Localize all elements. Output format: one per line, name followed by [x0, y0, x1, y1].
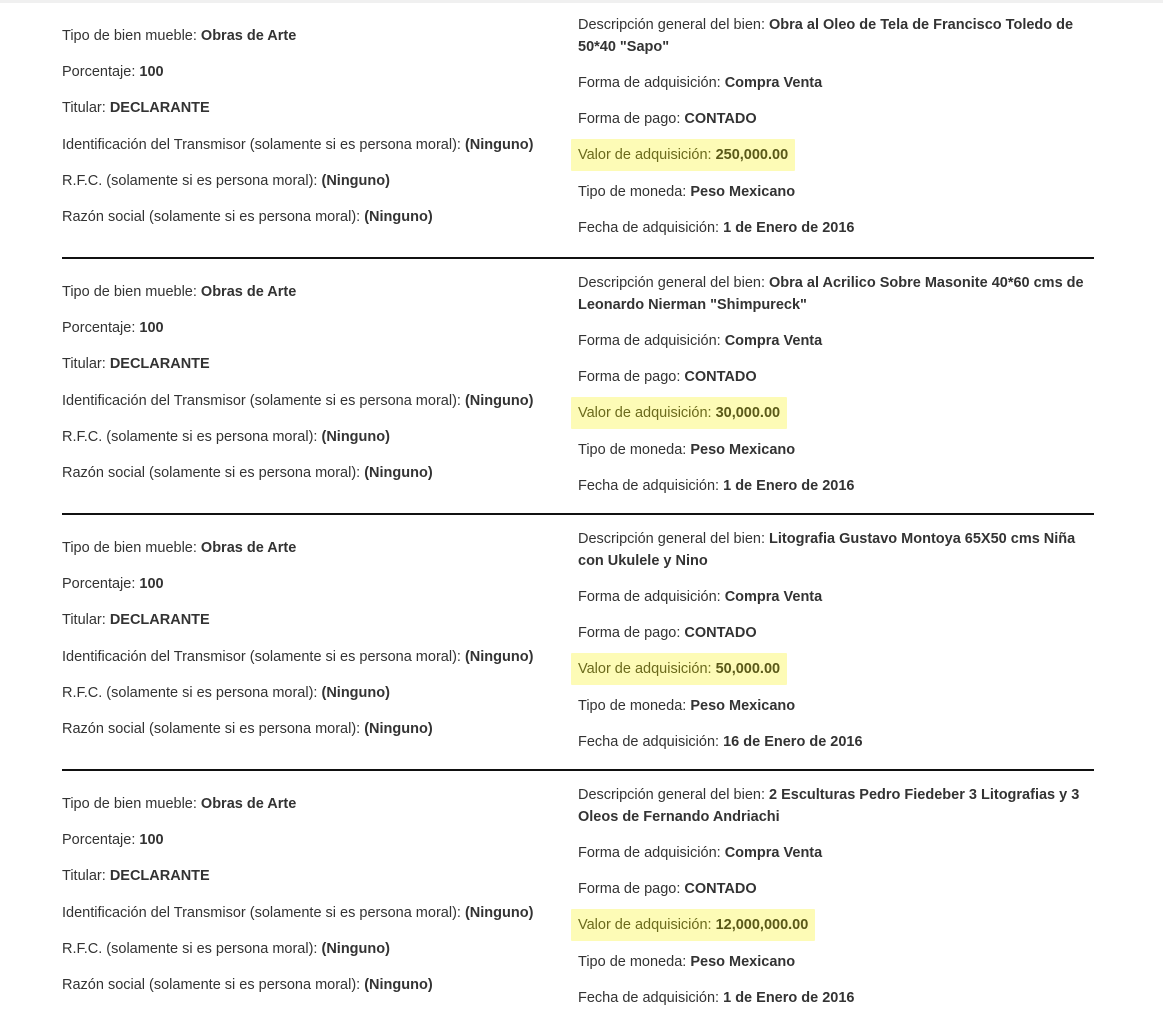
rfc-row [62, 170, 552, 192]
titular-label: Titular: [62, 100, 106, 117]
forma-adquisicion-row [578, 72, 1094, 94]
porcentaje-value: 100 [139, 64, 164, 81]
forma-adquisicion-label: Forma de adquisición: [578, 845, 721, 861]
identificacion-value: (Ninguno) [464, 392, 534, 409]
descripcion-label: Descripción general del bien: [578, 531, 765, 547]
identificacion-row [62, 134, 552, 156]
tipo-bien-value: Obras de Arte [200, 284, 297, 300]
porcentaje-row [62, 61, 552, 83]
tipo-bien-row [62, 281, 552, 303]
titular-row [62, 609, 552, 631]
records-list [62, 0, 1094, 1027]
record-item [62, 771, 1094, 1027]
identificacion-row [62, 646, 552, 668]
valor-value: 30,000.00 [715, 405, 781, 422]
titular-row [62, 865, 552, 887]
forma-pago-row [578, 366, 1094, 388]
rfc-label: R.F.C. (solamente si es persona moral): [62, 940, 318, 957]
rfc-value: (Ninguno) [321, 684, 390, 701]
titular-value: DECLARANTE [109, 612, 210, 629]
porcentaje-row [62, 317, 552, 339]
record-item [62, 0, 1094, 259]
valor-row [578, 402, 1094, 424]
razon-social-value: (Ninguno) [364, 464, 433, 481]
forma-adquisicion-label: Forma de adquisición: [578, 589, 721, 605]
razon-social-label: Razón social (solamente si es persona moral): [62, 976, 361, 993]
moneda-label: Tipo de moneda: [578, 441, 687, 458]
descripcion-value: Litografia Gustavo Montoya 65X50 cms Niña con Ukulele y Nino [578, 531, 1076, 569]
moneda-value: Peso Mexicano [690, 183, 796, 200]
identificacion-value: (Ninguno) [464, 136, 534, 153]
record-left-column [62, 537, 552, 754]
descripcion-label: Descripción general del bien: [578, 275, 765, 291]
moneda-label: Tipo de moneda: [578, 183, 687, 200]
titular-label: Titular: [62, 612, 106, 629]
descripcion-value: Obra al Acrilico Sobre Masonite 40*60 cms de Leonardo Nierman "Shimpureck" [578, 275, 1084, 313]
descripcion-label: Descripción general del bien: [578, 787, 765, 803]
titular-value: DECLARANTE [109, 868, 210, 885]
fecha-value: 1 de Enero de 2016 [723, 219, 855, 236]
porcentaje-label: Porcentaje: [62, 64, 136, 81]
forma-pago-row [578, 878, 1094, 900]
porcentaje-label: Porcentaje: [62, 320, 136, 337]
razon-social-label: Razón social (solamente si es persona moral): [62, 208, 361, 225]
identificacion-row [62, 902, 552, 924]
porcentaje-value: 100 [139, 832, 164, 849]
valor-row [578, 914, 1094, 936]
razon-social-value: (Ninguno) [364, 208, 433, 225]
titular-value: DECLARANTE [109, 356, 210, 373]
record-right-column [578, 528, 1094, 767]
rfc-row [62, 426, 552, 448]
forma-pago-label: Forma de pago: [578, 625, 681, 642]
moneda-value: Peso Mexicano [690, 441, 796, 458]
record-item [62, 515, 1094, 771]
fecha-row [578, 475, 1094, 497]
valor-label: Valor de adquisición: [578, 147, 712, 164]
fecha-value: 16 de Enero de 2016 [723, 733, 863, 750]
forma-adquisicion-value: Compra Venta [724, 333, 823, 349]
titular-value: DECLARANTE [109, 100, 210, 117]
forma-pago-label: Forma de pago: [578, 369, 681, 386]
titular-row [62, 97, 552, 119]
fecha-row [578, 217, 1094, 239]
moneda-row [578, 695, 1094, 717]
porcentaje-label: Porcentaje: [62, 576, 136, 593]
razon-social-row [62, 206, 552, 228]
razon-social-value: (Ninguno) [364, 720, 433, 737]
tipo-bien-row [62, 25, 552, 47]
razon-social-label: Razón social (solamente si es persona moral): [62, 720, 361, 737]
titular-row [62, 353, 552, 375]
titular-label: Titular: [62, 356, 106, 373]
descripcion-value: 2 Esculturas Pedro Fiedeber 3 Litografias y 3 Oleos de Fernando Andriachi [578, 787, 1080, 825]
porcentaje-value: 100 [139, 576, 164, 593]
moneda-value: Peso Mexicano [690, 697, 796, 714]
identificacion-row [62, 390, 552, 412]
moneda-row [578, 439, 1094, 461]
razon-social-row [62, 462, 552, 484]
descripcion-label: Descripción general del bien: [578, 17, 765, 33]
valor-highlight [571, 397, 787, 429]
fecha-label: Fecha de adquisición: [578, 733, 720, 750]
forma-adquisicion-row [578, 842, 1094, 864]
moneda-label: Tipo de moneda: [578, 697, 687, 714]
porcentaje-row [62, 573, 552, 595]
valor-value: 250,000.00 [715, 147, 789, 164]
identificacion-label: Identificación del Transmisor (solamente si es persona moral): [62, 648, 461, 665]
razon-social-row [62, 718, 552, 740]
rfc-row [62, 682, 552, 704]
tipo-bien-label: Tipo de bien mueble: [62, 540, 197, 556]
forma-adquisicion-value: Compra Venta [724, 75, 823, 91]
porcentaje-row [62, 829, 552, 851]
forma-adquisicion-row [578, 330, 1094, 352]
fecha-row [578, 987, 1094, 1009]
record-left-column [62, 281, 552, 498]
titular-label: Titular: [62, 868, 106, 885]
forma-adquisicion-row [578, 586, 1094, 608]
razon-social-row [62, 974, 552, 996]
record-left-column [62, 25, 552, 242]
record-right-column [578, 272, 1094, 511]
tipo-bien-row [62, 793, 552, 815]
descripcion-row [578, 784, 1094, 828]
identificacion-label: Identificación del Transmisor (solamente si es persona moral): [62, 904, 461, 921]
porcentaje-label: Porcentaje: [62, 832, 136, 849]
tipo-bien-value: Obras de Arte [200, 540, 297, 556]
forma-pago-value: CONTADO [684, 369, 757, 386]
tipo-bien-value: Obras de Arte [200, 28, 297, 44]
descripcion-row [578, 272, 1094, 316]
record-item [62, 259, 1094, 515]
fecha-label: Fecha de adquisición: [578, 477, 720, 494]
moneda-label: Tipo de moneda: [578, 953, 687, 970]
forma-pago-label: Forma de pago: [578, 881, 681, 898]
rfc-value: (Ninguno) [321, 172, 390, 189]
forma-pago-row [578, 622, 1094, 644]
valor-label: Valor de adquisición: [578, 405, 712, 422]
tipo-bien-label: Tipo de bien mueble: [62, 284, 197, 300]
fecha-row [578, 731, 1094, 753]
forma-adquisicion-value: Compra Venta [724, 589, 823, 605]
valor-highlight [571, 139, 795, 171]
forma-pago-row [578, 108, 1094, 130]
record-right-column [578, 784, 1094, 1023]
descripcion-row [578, 14, 1094, 58]
rfc-label: R.F.C. (solamente si es persona moral): [62, 428, 318, 445]
rfc-value: (Ninguno) [321, 940, 390, 957]
rfc-label: R.F.C. (solamente si es persona moral): [62, 684, 318, 701]
valor-row [578, 144, 1094, 166]
identificacion-value: (Ninguno) [464, 648, 534, 665]
porcentaje-value: 100 [139, 320, 164, 337]
rfc-label: R.F.C. (solamente si es persona moral): [62, 172, 318, 189]
moneda-row [578, 951, 1094, 973]
tipo-bien-value: Obras de Arte [200, 796, 297, 812]
record-left-column [62, 793, 552, 1010]
valor-highlight [571, 653, 787, 685]
razon-social-value: (Ninguno) [364, 976, 433, 993]
fecha-label: Fecha de adquisición: [578, 219, 720, 236]
forma-adquisicion-label: Forma de adquisición: [578, 75, 721, 91]
identificacion-value: (Ninguno) [464, 904, 534, 921]
valor-value: 12,000,000.00 [715, 917, 809, 934]
valor-label: Valor de adquisición: [578, 917, 712, 934]
forma-adquisicion-label: Forma de adquisición: [578, 333, 721, 349]
descripcion-row [578, 528, 1094, 572]
rfc-value: (Ninguno) [321, 428, 390, 445]
descripcion-value: Obra al Oleo de Tela de Francisco Toledo de 50*40 "Sapo" [578, 17, 1074, 55]
fecha-value: 1 de Enero de 2016 [723, 477, 855, 494]
moneda-value: Peso Mexicano [690, 953, 796, 970]
razon-social-label: Razón social (solamente si es persona moral): [62, 464, 361, 481]
forma-pago-label: Forma de pago: [578, 111, 681, 128]
valor-label: Valor de adquisición: [578, 661, 712, 678]
record-right-column [578, 14, 1094, 253]
fecha-label: Fecha de adquisición: [578, 989, 720, 1006]
valor-highlight [571, 909, 815, 941]
identificacion-label: Identificación del Transmisor (solamente si es persona moral): [62, 136, 461, 153]
forma-adquisicion-value: Compra Venta [724, 845, 823, 861]
valor-value: 50,000.00 [715, 661, 781, 678]
moneda-row [578, 181, 1094, 203]
forma-pago-value: CONTADO [684, 111, 757, 128]
valor-row [578, 658, 1094, 680]
forma-pago-value: CONTADO [684, 881, 757, 898]
rfc-row [62, 938, 552, 960]
fecha-value: 1 de Enero de 2016 [723, 989, 855, 1006]
tipo-bien-label: Tipo de bien mueble: [62, 796, 197, 812]
identificacion-label: Identificación del Transmisor (solamente si es persona moral): [62, 392, 461, 409]
tipo-bien-row [62, 537, 552, 559]
tipo-bien-label: Tipo de bien mueble: [62, 28, 197, 44]
forma-pago-value: CONTADO [684, 625, 757, 642]
